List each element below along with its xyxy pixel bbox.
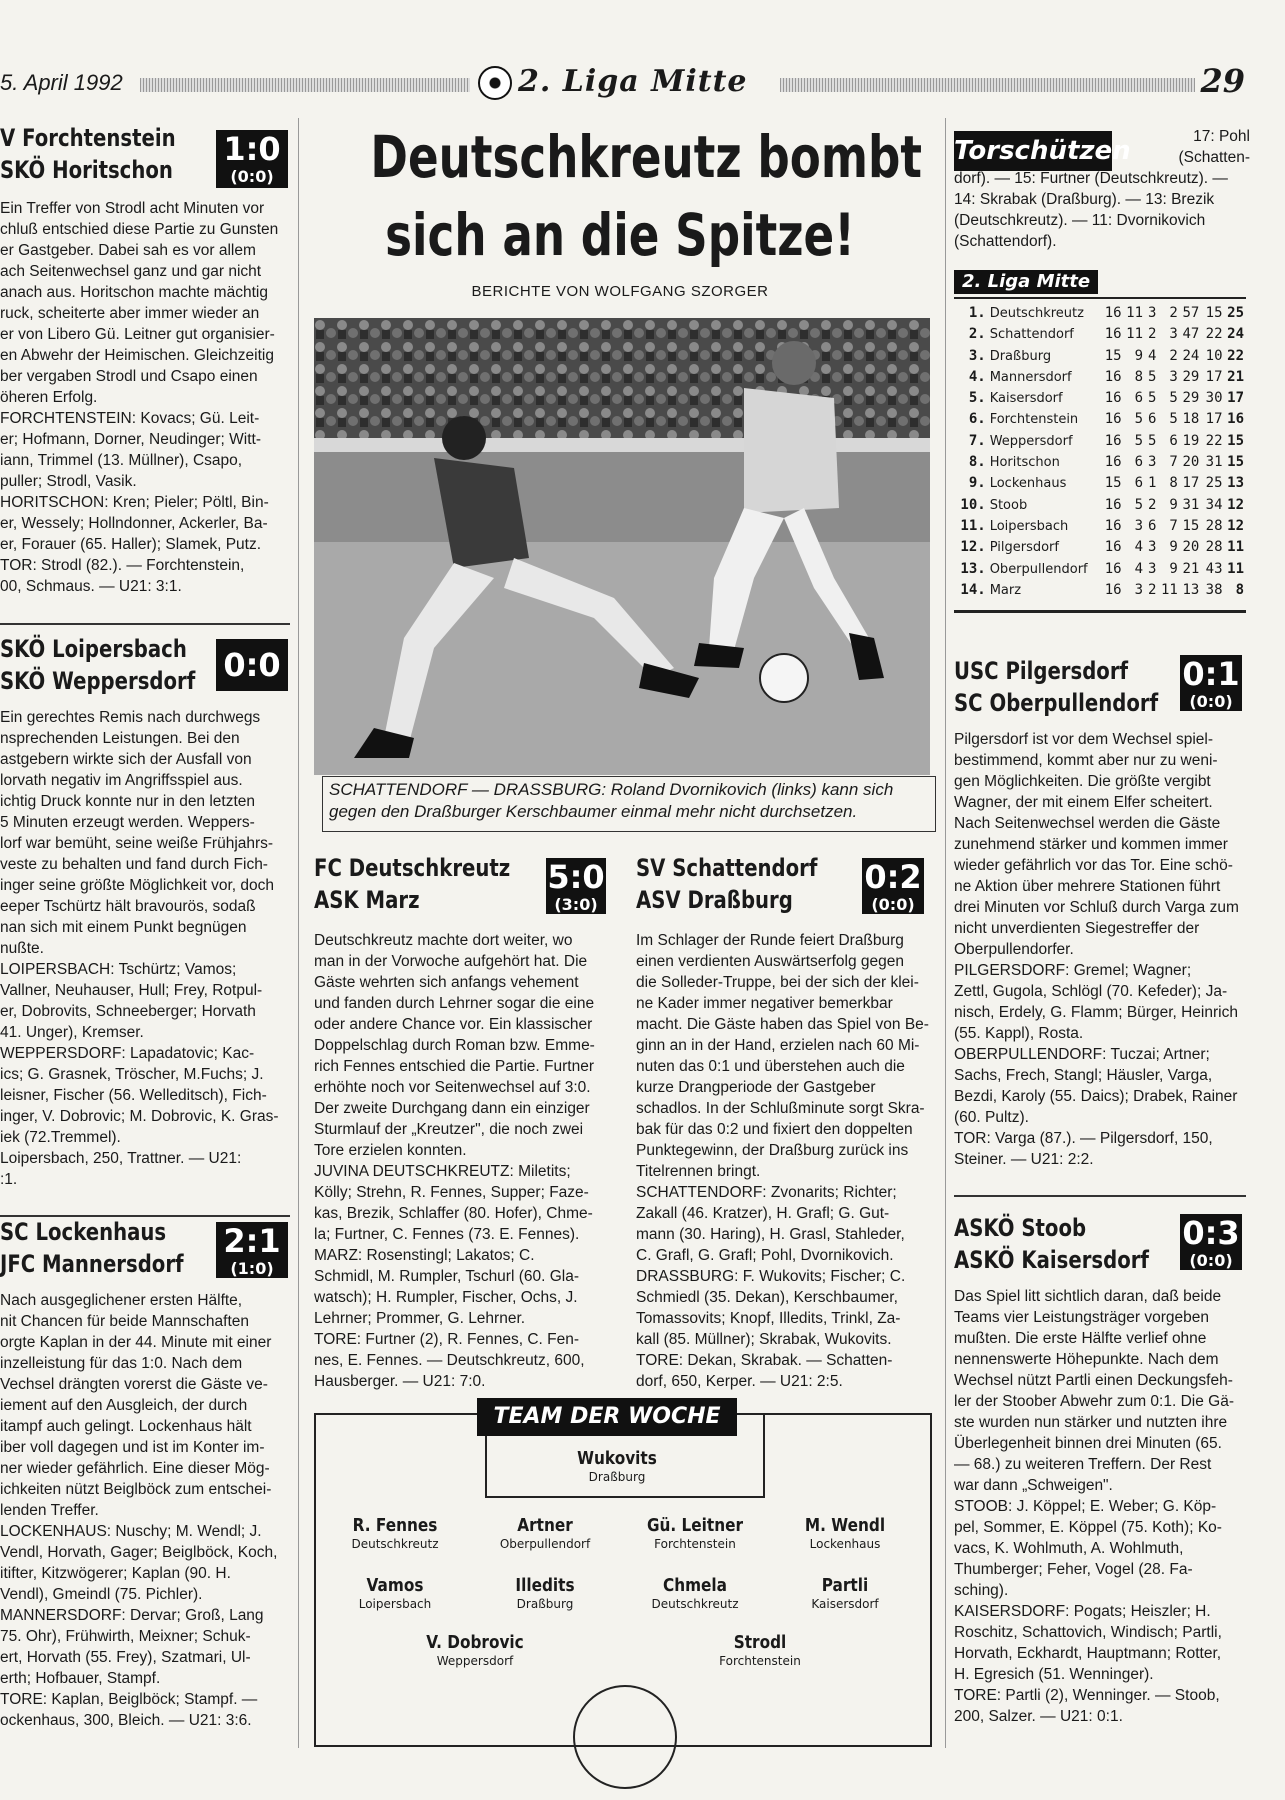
table-row bbox=[958, 409, 1244, 430]
table-cell: 9. bbox=[968, 475, 986, 492]
table-cell: 22 bbox=[1205, 432, 1223, 449]
table-cell: 11 bbox=[1126, 305, 1144, 321]
team-name-cell: Mannersdorf bbox=[989, 369, 1072, 385]
final-score: 0:0 bbox=[223, 646, 281, 684]
score-badge bbox=[1180, 1214, 1242, 1270]
player-card: R. Fennes Deutschkreutz bbox=[351, 1515, 439, 1551]
table-cell: 11 bbox=[1227, 560, 1244, 577]
table-cell: 57 bbox=[1182, 305, 1200, 321]
table-cell: 15 bbox=[1227, 432, 1244, 449]
team-name-cell: Lockenhaus bbox=[989, 476, 1067, 492]
table-cell: 16 bbox=[1104, 581, 1122, 598]
table-cell: 9 bbox=[1134, 347, 1144, 364]
table-cell: 15 bbox=[1104, 475, 1122, 492]
issue-date: 5. April 1992 bbox=[0, 70, 123, 95]
table-cell: 10 bbox=[1205, 347, 1223, 364]
half-time-score: (3:0) bbox=[554, 895, 598, 914]
table-cell: 12. bbox=[960, 539, 986, 556]
table-cell: 7. bbox=[968, 432, 986, 449]
headline-line-1: Deutschkreutz bombt bbox=[370, 123, 923, 191]
table-row bbox=[958, 537, 1244, 558]
table-cell: 28 bbox=[1205, 517, 1223, 534]
player-card: Chmela Deutschkreutz bbox=[651, 1575, 739, 1611]
table-cell: 16 bbox=[1104, 454, 1122, 471]
table-cell: 5 bbox=[1134, 496, 1144, 513]
team-name-cell: Stoob bbox=[989, 497, 1028, 513]
table-cell: 1. bbox=[968, 305, 986, 321]
column-divider bbox=[298, 118, 299, 1748]
caption-line: SCHATTENDORF — DRASSBURG: Roland Dvornikovich (links) kann sich bbox=[329, 780, 894, 799]
page-number: 29 bbox=[1200, 62, 1245, 100]
score-badge bbox=[216, 1222, 288, 1278]
column-divider bbox=[945, 118, 946, 1748]
final-score: 0:2 bbox=[864, 858, 922, 896]
table-cell: 11 bbox=[1161, 581, 1178, 598]
caption-line: gegen den Draßburger Kerschbaumer einmal mehr nicht durchsetzen. bbox=[329, 802, 858, 821]
table-cell: 43 bbox=[1205, 560, 1223, 577]
table-cell: 2 bbox=[1147, 496, 1157, 513]
table-cell: 16 bbox=[1104, 411, 1122, 428]
final-score: 1:0 bbox=[223, 130, 281, 168]
table-cell: 16 bbox=[1227, 411, 1244, 428]
report-text: Deutschkreutz machte dort weiter, wo man in der Vorwoche aufgehört hat. Die Gäste wehrten sich anfangs vehement und fanden durch Lehrner sogar die eine oder andere Chance vor. Ein klassischer Doppelschlag durch Roman bzw. Emme- rich Fennes entschied die Partie. Furtner erhöhte noch vor Seitenwechsel auf 3:0. Der zweite Durchgang dann ein einziger Sturmlauf der „Kreutzer", die noch zwei Tore erzielen konnten. JUVINA DEUTSCHKREUTZ: Miletits; Kölly; Strehn, R. Fennes, Supper; Faze- kas, Brezik, Schlaffer (80. Hofer), Chme- la; Furtner, C. Fennes (73. E. Fennes). MARZ: Rosenstingl; Lakatos; C. Schmidl, M. Rumpler, Tschurl (60. Gla- watsch); H. Rumpler, Fischer, Ochs, J. Lehrner; Prommer, G. Lehrner. TORE: Furtner (2), R. Fennes, C. Fen- nes, E. Fennes. — Deutschkreutz, 600, Hausberger. — U21: 7:0. bbox=[314, 932, 595, 1390]
table-cell: 30 bbox=[1205, 390, 1223, 407]
team-name-cell: Loipersbach bbox=[989, 518, 1069, 534]
report-text: Im Schlager der Runde feiert Draßburg einen verdienten Auswärtserfolg gegen die Solleder-Truppe, bei der sich der klei- ne Kader immer negativer bemerkbar macht. Die Gäste haben das Spiel von Be- ginn an in der Hand, erzielen nach 60 Mi- nuten das 0:1 und überstehen auch die kurze Drangperiode der Gastgeber schadlos. In der Schlußminute sorgt Skra- bak für das 0:2 und fixiert den doppelten Punktegewinn, der Draßburg zurück ins Titelrennen bringt. SCHATTENDORF: Zvonarits; Richter; Zakall (46. Kratzer), H. Grafl; G. Gut- mann (30. Haring), H. Grasl, Stahleder, C. Grafl, G. Grafl; Pohl, Dvornikovich. DRASSBURG: F. Wukovits; Fischer; C. Schmiedl (35. Dekan), Kerschbaumer, Tomassovits; Knopf, Illedits, Trinkl, Za- kall (85. Müllner); Skrabak, Wukovits. TORE: Dekan, Skrabak. — Schatten- dorf, 650, Kerper. — U21: 2:5. bbox=[636, 932, 929, 1390]
table-cell: 2 bbox=[1169, 305, 1178, 321]
table-row bbox=[958, 580, 1244, 601]
home-team: SV Schattendorf bbox=[636, 854, 818, 882]
table-cell: 24 bbox=[1182, 347, 1200, 364]
table-cell: 17 bbox=[1205, 411, 1223, 428]
match-report-lockenhaus bbox=[0, 1216, 290, 1731]
home-team: SKÖ Loipersbach bbox=[0, 635, 187, 663]
table-cell: 3 bbox=[1134, 581, 1144, 598]
table-cell: 3. bbox=[968, 347, 986, 364]
table-cell: 47 bbox=[1182, 326, 1200, 343]
half-time-score: (0:0) bbox=[1189, 1251, 1233, 1270]
away-team: ASV Draßburg bbox=[636, 886, 793, 914]
home-team: ASKÖ Stoob bbox=[954, 1214, 1087, 1242]
table-cell: 5 bbox=[1147, 368, 1157, 385]
table-row bbox=[958, 388, 1244, 409]
half-time-score: (0:0) bbox=[871, 895, 915, 914]
league-table-title: 2. Liga Mitte bbox=[954, 270, 1098, 294]
byline: BERICHTE VON WOLFGANG SZORGER bbox=[471, 283, 769, 300]
football-icon bbox=[478, 66, 512, 100]
scorers-title: Torschützen bbox=[954, 131, 1112, 171]
table-row bbox=[958, 473, 1244, 494]
table-cell: 29 bbox=[1182, 368, 1200, 385]
match-report-stoob bbox=[954, 1212, 1246, 1727]
table-cell: 16 bbox=[1104, 390, 1122, 407]
section-title: 2. Liga Mitte bbox=[518, 64, 748, 99]
center-circle bbox=[573, 1685, 677, 1789]
match-report-loipersbach bbox=[0, 633, 290, 1190]
table-cell: 15 bbox=[1205, 305, 1223, 321]
away-team: ASKÖ Kaisersdorf bbox=[954, 1246, 1149, 1274]
table-cell: 16 bbox=[1104, 368, 1122, 385]
table-row bbox=[958, 516, 1244, 537]
table-cell: 14. bbox=[960, 581, 986, 598]
table-cell: 31 bbox=[1182, 496, 1200, 513]
player-card: Wukovits Draßburg bbox=[577, 1448, 657, 1484]
team-name-cell: Marz bbox=[989, 582, 1022, 598]
table-cell: 8 bbox=[1235, 581, 1244, 598]
table-cell: 6 bbox=[1134, 454, 1144, 471]
away-team: SKÖ Weppersdorf bbox=[0, 667, 196, 695]
team-name-cell: Oberpullendorf bbox=[989, 561, 1088, 577]
table-cell: 16 bbox=[1104, 326, 1122, 343]
table-cell: 38 bbox=[1205, 581, 1223, 598]
table-cell: 4 bbox=[1147, 347, 1157, 364]
table-cell: 12 bbox=[1227, 496, 1244, 513]
report-text: Das Spiel litt sichtlich daran, daß beide Teams vier Leistungsträger vorgeben mußten. Die erste Hälfte verlief ohne nennenswerte Höhepunkte. Nach dem Wechsel nützt Partli einen Deckungsfeh- ler der Stoober Abwehr zum 0:1. Die Gä- ste wurden nun stärker und nutzten ihre Überlegenheit binnen drei Minuten (65. — 68.) zu weiteren Treffern. Der Rest war dann „Schweigen". STOOB: J. Köppel; E. Weber; G. Köp- pel, Sommer, E. Köppel (75. Koth); Ko- vacs, K. Wohlmuth, A. Wohlmuth, Thumberger; Feher, Vogel (28. Fa- sching). KAISERSDORF: Pogats; Heiszler; H. Roschitz, Schattovich, Windisch; Partli, Horvath, Eckhardt, Hauptmann; Rotter, H. Egresich (51. Wenninger). TORE: Partli (2), Wenninger. — Stoob, 200, Salzer. — U21: 0:1. bbox=[954, 1288, 1234, 1725]
separator bbox=[0, 623, 290, 625]
final-score: 0:1 bbox=[1182, 655, 1240, 693]
team-name-cell: Schattendorf bbox=[989, 327, 1074, 343]
score-badge bbox=[546, 858, 606, 914]
half-time-score: (1:0) bbox=[230, 1259, 274, 1278]
table-cell: 15 bbox=[1182, 517, 1200, 534]
table-cell: 6 bbox=[1147, 517, 1157, 534]
score-badge bbox=[1180, 655, 1242, 711]
table-cell: 6 bbox=[1147, 411, 1157, 428]
table-cell: 5 bbox=[1134, 411, 1144, 428]
half-time-score: (0:0) bbox=[230, 167, 274, 186]
table-cell: 1 bbox=[1147, 475, 1157, 492]
table-cell: 12 bbox=[1227, 517, 1244, 534]
table-cell: 3 bbox=[1147, 560, 1157, 577]
table-cell: 3 bbox=[1147, 305, 1157, 321]
table-cell: 4. bbox=[968, 368, 986, 385]
match-photo bbox=[314, 318, 930, 775]
report-text: Pilgersdorf ist vor dem Wechsel spiel- bestimmend, kommt aber nur zu weni- gen Möglichkeiten. Die größte vergibt Wagner, der mit einem Elfer scheitert. Nach Seitenwechsel werden die Gäste zunehmend stärker und kommen immer wieder gefährlich vor das Tor. Eine schö- ne Aktion über mehrere Stationen führt drei Minuten vor Schluß durch Varga zum nicht unverdienten Siegestreffer der Oberpullendorfer. PILGERSDORF: Gremel; Wagner; Zettl, Gugola, Schlögl (70. Kefeder); Ja- nisch, Erdely, G. Flamm; Bürger, Heinrich (55. Kappl), Rosta. OBERPULLENDORF: Tuczai; Artner; Sachs, Frech, Stangl; Häusler, Varga, Bezdi, Karoly (55. Daics); Drabek, Rainer (60. Pultz). TOR: Varga (87.). — Pilgersdorf, 150, Steiner. — U21: 2:2. bbox=[954, 731, 1239, 1168]
table-cell: 9 bbox=[1169, 539, 1178, 556]
table-cell: 5 bbox=[1147, 390, 1157, 407]
table-cell: 9 bbox=[1169, 496, 1178, 513]
table-cell: 11 bbox=[1126, 326, 1144, 343]
away-team: SKÖ Horitschon bbox=[0, 156, 173, 184]
table-cell: 6 bbox=[1134, 475, 1144, 492]
table-cell: 25 bbox=[1227, 305, 1244, 321]
table-cell: 22 bbox=[1227, 347, 1244, 364]
table-cell: 16 bbox=[1104, 496, 1122, 513]
player-card: V. Dobrovic Weppersdorf bbox=[426, 1632, 524, 1668]
table-cell: 29 bbox=[1182, 390, 1200, 407]
report-text: Nach ausgeglichener ersten Hälfte, nit Chancen für beide Mannschaften orgte Kaplan in der 44. Minute mit einer inzelleistung für das 1:0. Nach dem Vechsel drängten vorerst die Gäste ve- iement auf den Ausgleich, der durch itampf auch gelingt. Lockenhaus hält iber voll dagegen und ist im Konter im- ner wieder gefährlich. Eine dieser Mög- ichkeiten nützt Beiglböck zum entschei- lenden Treffer. LOCKENHAUS: Nuschy; M. Wendl; J. Vendl, Horvath, Gager; Beiglböck, Koch, itifter, Kitzwögerer; Kaplan (90. H. Vendl), Gmeindl (75. Pichler). MANNERSDORF: Dervar; Groß, Lang 75. Ohr), Frühwirth, Meixner; Schuk- ert, Horvath (55. Frey), Szatmari, Ul- erth; Hofbauer, Stampf. TORE: Kaplan, Beiglböck; Stampf. — ockenhaus, 300, Bleich. — U21: 3:6. bbox=[0, 1292, 278, 1729]
table-cell: 24 bbox=[1227, 326, 1244, 343]
table-cell: 5. bbox=[968, 390, 986, 407]
table-cell: 15 bbox=[1104, 347, 1122, 364]
table-cell: 34 bbox=[1205, 496, 1223, 513]
away-team: ASK Marz bbox=[314, 886, 420, 914]
table-cell: 6. bbox=[968, 411, 986, 428]
table-cell: 16 bbox=[1104, 305, 1122, 321]
table-cell: 8 bbox=[1134, 368, 1144, 385]
table-cell: 3 bbox=[1147, 454, 1157, 471]
table-cell: 2 bbox=[1147, 581, 1157, 598]
table-cell: 16 bbox=[1104, 517, 1122, 534]
table-cell: 13 bbox=[1182, 581, 1200, 598]
table-cell: 2. bbox=[968, 326, 986, 343]
league-table bbox=[958, 303, 1244, 601]
photo-illustration bbox=[314, 318, 930, 775]
table-cell: 4 bbox=[1134, 560, 1144, 577]
table-cell: 19 bbox=[1182, 432, 1200, 449]
away-team: SC Oberpullendorf bbox=[954, 689, 1159, 717]
table-row bbox=[958, 431, 1244, 452]
team-name-cell: Horitschon bbox=[989, 455, 1060, 471]
table-row bbox=[958, 346, 1244, 367]
player-card: Vamos Loipersbach bbox=[358, 1575, 432, 1611]
table-row bbox=[958, 367, 1244, 388]
table-rule bbox=[954, 610, 1246, 613]
header-rule-left bbox=[140, 78, 470, 92]
table-cell: 6 bbox=[1169, 432, 1178, 449]
table-row bbox=[958, 324, 1244, 345]
table-cell: 13. bbox=[960, 560, 986, 577]
match-report-deutschkreutz bbox=[314, 852, 614, 1392]
table-cell: 25 bbox=[1205, 475, 1223, 492]
player-card: Partli Kaisersdorf bbox=[811, 1575, 879, 1611]
table-cell: 3 bbox=[1169, 326, 1178, 343]
table-cell: 31 bbox=[1205, 454, 1223, 471]
player-card: Strodl Forchtenstein bbox=[719, 1632, 801, 1668]
team-name-cell: Pilgersdorf bbox=[989, 540, 1059, 556]
section-logo bbox=[478, 64, 748, 100]
table-cell: 8 bbox=[1169, 475, 1178, 492]
player-card: Artner Oberpullendorf bbox=[499, 1515, 591, 1551]
team-of-week-title: TEAM DER WOCHE bbox=[477, 1398, 737, 1436]
table-cell: 7 bbox=[1169, 454, 1178, 471]
table-cell: 6 bbox=[1134, 390, 1144, 407]
report-text: Ein gerechtes Remis nach durchwegs nsprechenden Leistungen. Bei den astgebern wirkte sich der Ausfall von lorvath negativ im Angriffsspiel aus. ichtig Druck konnte nur in den letzten 5 Minuten erzeugt werden. Weppers- lorf war bemüht, seine weiße Frühjahrs- veste zu behalten und fand durch Fich- inger seine größte Möglichkeit vor, doch eeper Tschürtz hält bravourös, sodaß nan sich mit einem Punkt begnügen nußte. LOIPERSBACH: Tschürtz; Vamos; Vallner, Neuhauser, Hull; Frey, Rotpul- er, Dobrovits, Schneeberger; Horvath 41. Unger), Kremser. WEPPERSDORF: Lapadatovic; Kac- ics; G. Grasnek, Tröscher, M.Fuchs; J. leisner, Fischer (56. Welleditsch), Fich- inger, V. Dobrovic; M. Dobrovic, K. Gras- iek (72.Tremmel). Loipersbach, 250, Trattner. — U21: :1. bbox=[0, 709, 279, 1188]
score-badge bbox=[216, 639, 288, 691]
table-cell: 17 bbox=[1227, 390, 1244, 407]
table-cell: 21 bbox=[1182, 560, 1200, 577]
headline-line-2: sich an die Spitze! bbox=[385, 201, 855, 269]
report-text: Ein Treffer von Strodl acht Minuten vor chluß entschied diese Partie zu Gunsten er Gastgeber. Dabei sah es vor allem ach Seitenwechsel ganz und gar nicht anach aus. Horitschon machte mächtig ruck, scheiterte aber immer wieder an er von Libero Gü. Leitner gut organisier- en Abwehr der Heimischen. Gleichzeitig ber vergaben Strodl und Csapo einen öheren Erfolg. FORCHTENSTEIN: Kovacs; Gü. Leit- er; Hofmann, Dorner, Neudinger; Witt- iann, Trimmel (13. Müllner), Csapo, puller; Strodl, Vasik. HORITSCHON: Kren; Pieler; Pöltl, Bin- er, Wessely; Hollndonner, Ackerler, Ba- er, Forauer (65. Haller); Slamek, Putz. TOR: Strodl (82.). — Forchtenstein, 00, Schmaus. — U21: 3:1. bbox=[0, 200, 279, 595]
table-cell: 8. bbox=[968, 454, 986, 471]
score-badge bbox=[216, 130, 288, 188]
table-cell: 4 bbox=[1134, 539, 1144, 556]
header-rule-right bbox=[780, 78, 1195, 92]
table-row bbox=[958, 303, 1244, 324]
table-cell: 17 bbox=[1182, 475, 1200, 492]
table-cell: 5 bbox=[1147, 432, 1157, 449]
table-cell: 13 bbox=[1227, 475, 1244, 492]
final-score: 2:1 bbox=[223, 1222, 281, 1260]
table-cell: 16 bbox=[1104, 432, 1122, 449]
separator bbox=[954, 1195, 1246, 1197]
table-cell: 22 bbox=[1205, 326, 1223, 343]
home-team: USC Pilgersdorf bbox=[954, 657, 1129, 685]
table-cell: 16 bbox=[1104, 539, 1122, 556]
final-score: 0:3 bbox=[1182, 1214, 1240, 1252]
team-name-cell: Forchtenstein bbox=[989, 412, 1079, 428]
player-card: Illedits Draßburg bbox=[515, 1575, 575, 1611]
team-name-cell: Kaisersdorf bbox=[989, 391, 1063, 407]
table-cell: 5 bbox=[1169, 390, 1178, 407]
home-team: FC Deutschkreutz bbox=[314, 854, 511, 882]
table-cell: 5 bbox=[1134, 432, 1144, 449]
team-name-cell: Weppersdorf bbox=[989, 433, 1073, 449]
player-card: M. Wendl Lockenhaus bbox=[804, 1515, 886, 1551]
table-cell: 15 bbox=[1227, 454, 1244, 471]
table-cell: 20 bbox=[1182, 539, 1200, 556]
table-row bbox=[958, 452, 1244, 473]
table-cell: 16 bbox=[1104, 560, 1122, 577]
home-team: V Forchtenstein bbox=[0, 124, 176, 152]
table-cell: 20 bbox=[1182, 454, 1200, 471]
team-name-cell: Deutschkreutz bbox=[989, 306, 1084, 321]
table-cell: 7 bbox=[1169, 517, 1178, 534]
photo-caption bbox=[322, 776, 936, 832]
team-name-cell: Draßburg bbox=[989, 348, 1052, 364]
table-cell: 9 bbox=[1169, 560, 1178, 577]
table-cell: 11 bbox=[1227, 539, 1244, 556]
table-rule bbox=[954, 297, 1246, 299]
table-cell: 17 bbox=[1205, 368, 1223, 385]
match-report-pilgersdorf bbox=[954, 655, 1246, 1170]
scorers-top: 17: Pohl (Schatten- bbox=[1178, 128, 1250, 166]
home-team: SC Lockenhaus bbox=[0, 1218, 167, 1246]
table-cell: 10. bbox=[960, 496, 986, 513]
table-cell: 3 bbox=[1134, 517, 1144, 534]
match-report-schattendorf bbox=[636, 852, 932, 1392]
table-cell: 3 bbox=[1169, 368, 1178, 385]
table-cell: 11. bbox=[960, 517, 986, 534]
table-cell: 18 bbox=[1182, 411, 1200, 428]
table-cell: 2 bbox=[1169, 347, 1178, 364]
score-badge bbox=[862, 858, 924, 914]
match-report-forchtenstein bbox=[0, 122, 290, 597]
scorers-list: dorf). — 15: Furtner (Deutschkreutz). — 14: Skrabak (Draßburg). — 13: Brezik (Deutschkreutz). — 11: Dvornikovich (Schattendorf). bbox=[954, 170, 1228, 250]
table-cell: 5 bbox=[1169, 411, 1178, 428]
table-cell: 3 bbox=[1147, 539, 1157, 556]
table-row bbox=[958, 495, 1244, 516]
table-cell: 28 bbox=[1205, 539, 1223, 556]
table-cell: 21 bbox=[1227, 368, 1244, 385]
table-cell: 2 bbox=[1147, 326, 1157, 343]
table-row bbox=[958, 559, 1244, 580]
player-card: Gü. Leitner Forchtenstein bbox=[646, 1515, 744, 1551]
final-score: 5:0 bbox=[547, 858, 605, 896]
half-time-score: (0:0) bbox=[1189, 692, 1233, 711]
away-team: JFC Mannersdorf bbox=[0, 1250, 184, 1278]
